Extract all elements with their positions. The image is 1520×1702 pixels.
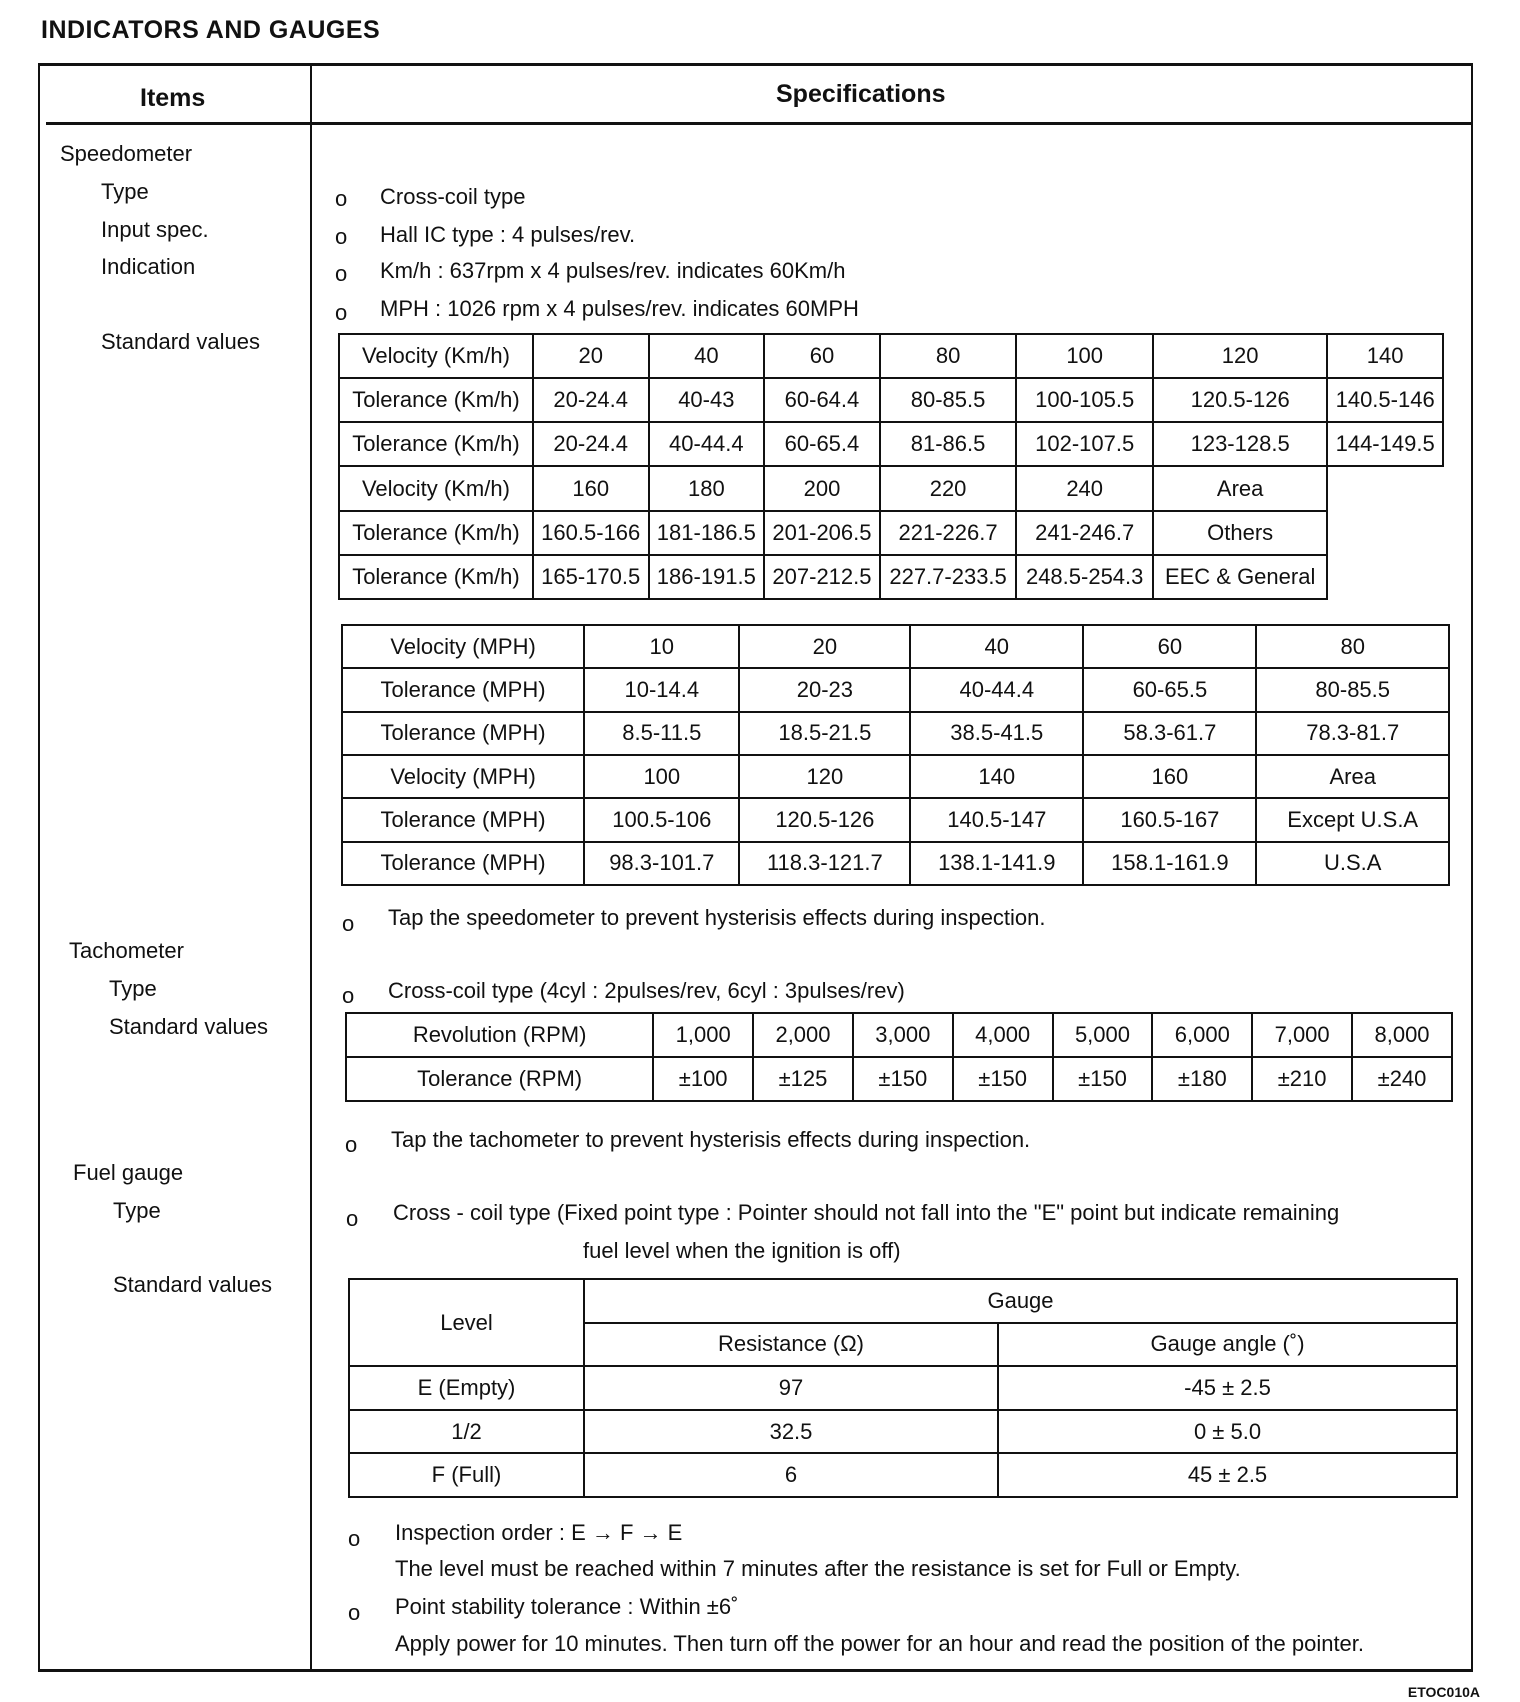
cell: ±240	[1352, 1057, 1452, 1101]
cell: 120.5-126	[1153, 378, 1327, 422]
cell: 60	[1083, 625, 1256, 668]
speedo-type: Cross-coil type	[380, 184, 526, 209]
cell: 207-212.5	[764, 555, 880, 599]
cell: 160.5-167	[1083, 798, 1256, 841]
cell: 40-44.4	[910, 668, 1083, 711]
angle-header: Gauge angle (˚)	[998, 1323, 1457, 1367]
cell: 80	[1256, 625, 1449, 668]
fuel-stability: Point stability tolerance : Within ±6˚	[395, 1594, 739, 1619]
cell: 100	[1016, 334, 1153, 378]
cell: 201-206.5	[764, 511, 880, 555]
cell: 81-86.5	[880, 422, 1017, 466]
cell: 38.5-41.5	[910, 712, 1083, 755]
cell: -45 ± 2.5	[998, 1366, 1457, 1410]
row-label: Tolerance (RPM)	[346, 1057, 653, 1101]
cell: ±125	[753, 1057, 853, 1101]
table-row	[342, 668, 1449, 711]
fuel-gauge-table	[348, 1278, 1458, 1498]
cell: U.S.A	[1256, 842, 1449, 885]
fuel-type-line1: Cross - coil type (Fixed point type : Pointer should not fall into the "E" point but indicate remaining	[393, 1200, 1340, 1225]
cell: 5,000	[1053, 1013, 1153, 1057]
bullet: o	[335, 224, 348, 249]
cell: ±180	[1152, 1057, 1252, 1101]
cell: 20	[739, 625, 910, 668]
table-row	[342, 798, 1449, 841]
table-row	[342, 755, 1449, 798]
bullet: o	[335, 186, 348, 211]
cell: 10-14.4	[584, 668, 739, 711]
row-label: Tolerance (Km/h)	[339, 422, 533, 466]
item-fu-standard: Standard values	[113, 1272, 272, 1297]
cell: 140	[1327, 334, 1443, 378]
cell: 102-107.5	[1016, 422, 1153, 466]
table-row	[342, 625, 1449, 668]
cell: 45 ± 2.5	[998, 1453, 1457, 1497]
cell: 80-85.5	[1256, 668, 1449, 711]
header-divider	[46, 122, 1471, 125]
cell: 60-64.4	[764, 378, 880, 422]
cell: 241-246.7	[1016, 511, 1153, 555]
cell: 2,000	[753, 1013, 853, 1057]
cell: 60	[764, 334, 880, 378]
figure-code: ETOC010A	[1407, 1684, 1480, 1700]
speedo-ind-mph: MPH : 1026 rpm x 4 pulses/rev. indicates 60MPH	[380, 296, 859, 321]
row-label: Velocity (MPH)	[342, 625, 584, 668]
cell: 248.5-254.3	[1016, 555, 1153, 599]
cell: 0 ± 5.0	[998, 1410, 1457, 1454]
bullet: o	[346, 1206, 359, 1231]
tacho-note: Tap the tachometer to prevent hysterisis effects during inspection.	[391, 1127, 1031, 1152]
cell: 200	[764, 466, 880, 510]
bullet: o	[342, 911, 355, 936]
table-row	[342, 712, 1449, 755]
cell: 18.5-21.5	[739, 712, 910, 755]
cell: 160	[533, 466, 649, 510]
row-label: Velocity (Km/h)	[339, 466, 533, 510]
cell: Except U.S.A	[1256, 798, 1449, 841]
fuel-stability-note: Apply power for 10 minutes. Then turn off the power for an hour and read the position of the pointer.	[395, 1631, 1365, 1656]
speedo-input: Hall IC type : 4 pulses/rev.	[380, 222, 636, 247]
item-ta-type: Type	[109, 976, 157, 1001]
cell: 100-105.5	[1016, 378, 1153, 422]
table-row	[349, 1410, 1457, 1454]
table-row	[346, 1057, 1452, 1101]
table-row	[339, 378, 1443, 422]
item-fu-type: Type	[113, 1198, 161, 1223]
cell: 20-24.4	[533, 422, 649, 466]
cell: ±150	[1053, 1057, 1153, 1101]
cell: Others	[1153, 511, 1327, 555]
bullet: o	[335, 261, 348, 286]
cell: 40	[910, 625, 1083, 668]
cell: 120	[1153, 334, 1327, 378]
cell: Area	[1256, 755, 1449, 798]
bullet: o	[345, 1132, 358, 1157]
level-header: Level	[349, 1279, 584, 1366]
cell: 120.5-126	[739, 798, 910, 841]
row-label: Revolution (RPM)	[346, 1013, 653, 1057]
cell: 60-65.5	[1083, 668, 1256, 711]
row-label: Tolerance (Km/h)	[339, 511, 533, 555]
cell: 97	[584, 1366, 998, 1410]
item-sp-standard: Standard values	[101, 329, 260, 354]
cell: 140	[910, 755, 1083, 798]
cell: 100	[584, 755, 739, 798]
table-row	[339, 555, 1443, 599]
speedo-note: Tap the speedometer to prevent hysterisis effects during inspection.	[388, 905, 1046, 930]
cell: 160.5-166	[533, 511, 649, 555]
item-ta-standard: Standard values	[109, 1014, 268, 1039]
cell: 1/2	[349, 1410, 584, 1454]
resistance-header: Resistance (Ω)	[584, 1323, 998, 1367]
cell: 40	[649, 334, 765, 378]
cell: 186-191.5	[649, 555, 765, 599]
speedo-ind-kmh: Km/h : 637rpm x 4 pulses/rev. indicates 60Km/h	[380, 258, 846, 283]
cell: 123-128.5	[1153, 422, 1327, 466]
cell: 227.7-233.5	[880, 555, 1017, 599]
cell: 10	[584, 625, 739, 668]
row-label: Tolerance (MPH)	[342, 668, 584, 711]
item-fuel-gauge: Fuel gauge	[73, 1160, 184, 1185]
row-label: Tolerance (MPH)	[342, 842, 584, 885]
cell: 6	[584, 1453, 998, 1497]
cell: ±210	[1252, 1057, 1352, 1101]
cell: 138.1-141.9	[910, 842, 1083, 885]
item-tachometer: Tachometer	[69, 938, 184, 963]
cell: 40-43	[649, 378, 765, 422]
bullet: o	[348, 1526, 361, 1551]
cell: 60-65.4	[764, 422, 880, 466]
column-divider	[310, 63, 312, 1669]
cell: 80	[880, 334, 1017, 378]
cell: 221-226.7	[880, 511, 1017, 555]
table-row	[339, 466, 1443, 510]
cell: ±100	[653, 1057, 753, 1101]
table-row	[339, 334, 1443, 378]
fuel-order-note: The level must be reached within 7 minutes after the resistance is set for Full or Empty.	[395, 1556, 1241, 1581]
table-row	[346, 1013, 1452, 1057]
cell: 58.3-61.7	[1083, 712, 1256, 755]
cell: 118.3-121.7	[739, 842, 910, 885]
cell: 220	[880, 466, 1017, 510]
cell: 240	[1016, 466, 1153, 510]
cell: 8.5-11.5	[584, 712, 739, 755]
cell: ±150	[853, 1057, 953, 1101]
cell: 144-149.5	[1327, 422, 1443, 466]
cell: 98.3-101.7	[584, 842, 739, 885]
cell: 20-23	[739, 668, 910, 711]
tacho-type: Cross-coil type (4cyl : 2pulses/rev, 6cyl : 3pulses/rev)	[388, 978, 905, 1003]
specifications-header: Specifications	[776, 80, 946, 108]
gauge-header: Gauge	[584, 1279, 1457, 1323]
bullet: o	[348, 1600, 361, 1625]
table-row	[339, 422, 1443, 466]
item-sp-indication: Indication	[101, 254, 196, 279]
cell: 140.5-146	[1327, 378, 1443, 422]
item-sp-input: Input spec.	[101, 217, 209, 242]
item-sp-type: Type	[101, 179, 149, 204]
cell: 140.5-147	[910, 798, 1083, 841]
bullet: o	[335, 300, 348, 325]
cell: 3,000	[853, 1013, 953, 1057]
mph-tolerance-table	[341, 624, 1450, 886]
row-label: Tolerance (MPH)	[342, 798, 584, 841]
row-label: Tolerance (Km/h)	[339, 555, 533, 599]
cell: 180	[649, 466, 765, 510]
row-label: Tolerance (Km/h)	[339, 378, 533, 422]
cell: 20	[533, 334, 649, 378]
table-row	[342, 842, 1449, 885]
page-title: INDICATORS AND GAUGES	[41, 16, 381, 44]
cell: 80-85.5	[880, 378, 1017, 422]
cell: 1,000	[653, 1013, 753, 1057]
table-row	[349, 1366, 1457, 1410]
cell: EEC & General	[1153, 555, 1327, 599]
items-header: Items	[140, 84, 206, 112]
cell: E (Empty)	[349, 1366, 584, 1410]
bullet: o	[342, 983, 355, 1008]
cell: 120	[739, 755, 910, 798]
kmh-tolerance-table	[338, 333, 1444, 600]
cell: 165-170.5	[533, 555, 649, 599]
table-row	[339, 511, 1443, 555]
cell: 20-24.4	[533, 378, 649, 422]
cell: F (Full)	[349, 1453, 584, 1497]
fuel-type-line2: fuel level when the ignition is off)	[583, 1238, 901, 1263]
tachometer-table	[345, 1012, 1453, 1102]
row-label: Tolerance (MPH)	[342, 712, 584, 755]
cell: 160	[1083, 755, 1256, 798]
fuel-order: Inspection order : E → F → E	[395, 1520, 683, 1545]
cell: 40-44.4	[649, 422, 765, 466]
cell: ±150	[953, 1057, 1053, 1101]
cell: 78.3-81.7	[1256, 712, 1449, 755]
cell: 32.5	[584, 1410, 998, 1454]
table-row	[349, 1453, 1457, 1497]
item-speedometer: Speedometer	[60, 141, 193, 166]
cell: 181-186.5	[649, 511, 765, 555]
row-label: Velocity (MPH)	[342, 755, 584, 798]
cell: Area	[1153, 466, 1327, 510]
cell: 4,000	[953, 1013, 1053, 1057]
row-label: Velocity (Km/h)	[339, 334, 533, 378]
cell: 8,000	[1352, 1013, 1452, 1057]
cell: 7,000	[1252, 1013, 1352, 1057]
cell: 100.5-106	[584, 798, 739, 841]
cell: 6,000	[1152, 1013, 1252, 1057]
cell: 158.1-161.9	[1083, 842, 1256, 885]
